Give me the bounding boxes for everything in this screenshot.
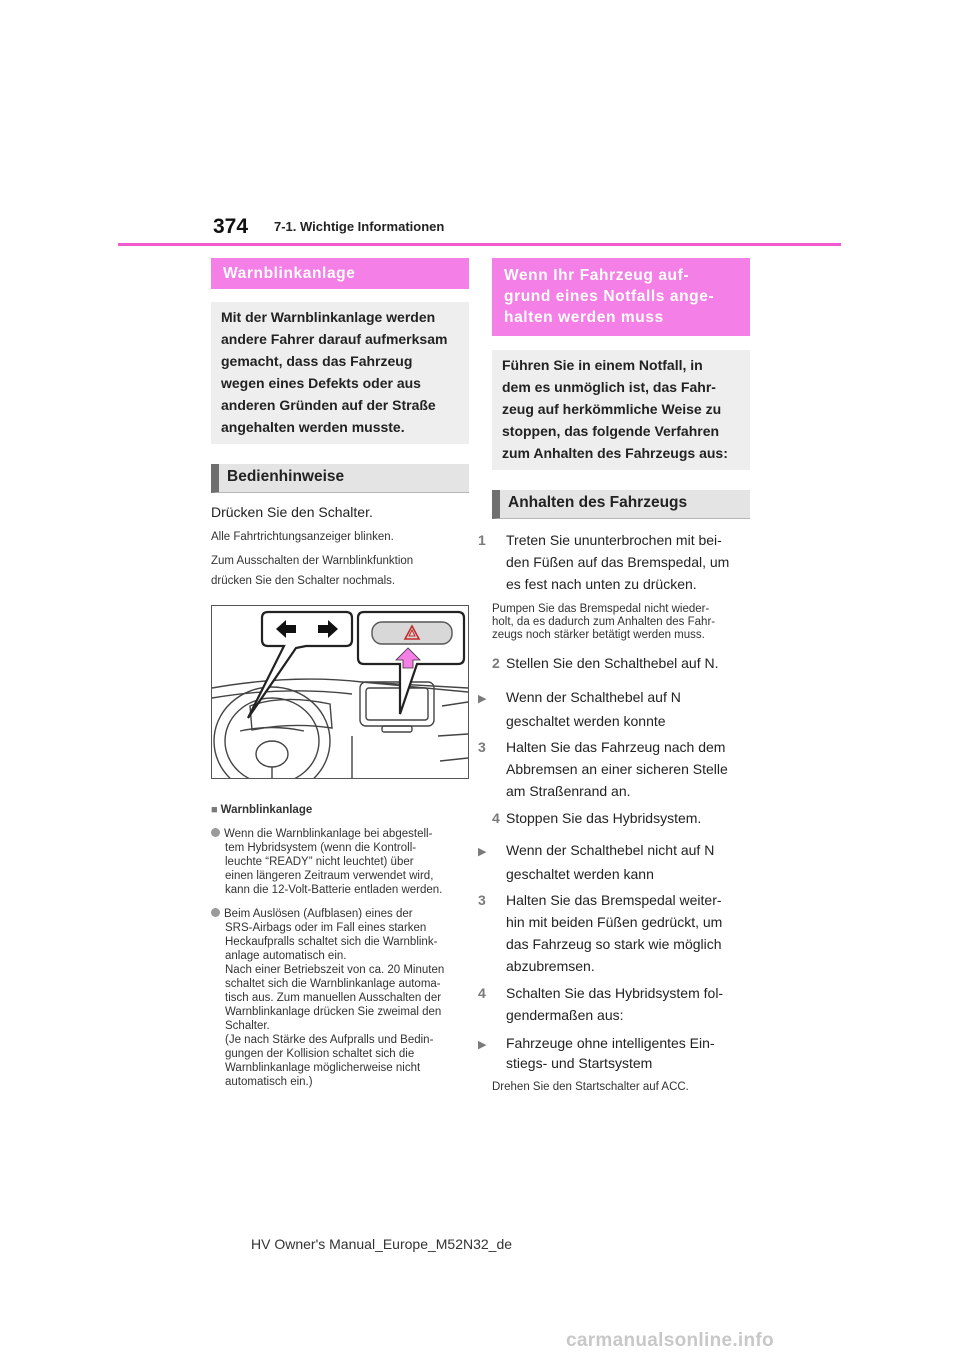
triangle-bullet-icon: ▶: [478, 1039, 487, 1051]
step-line: [478, 529, 750, 551]
bullet-line: tisch aus. Zum manuellen Ausschalten der: [225, 992, 442, 1004]
case-line: [478, 839, 750, 863]
bullet-line: anlage automatisch ein.: [225, 950, 347, 962]
subheading-anhalten: Anhalten des Fahrzeugs: [492, 490, 750, 519]
step-line: gendermaßen aus:: [506, 1007, 624, 1023]
case-text: Wenn der Schalthebel auf N: [506, 689, 681, 705]
bullet-line: schaltet sich die Warnblinkanlage automa-: [225, 978, 441, 990]
intro-line: Führen Sie in einem Notfall, in: [502, 357, 703, 373]
case-line: [478, 686, 750, 710]
step-line: abzubremsen.: [506, 958, 595, 974]
bullet-line: leuchte “READY” nicht leuchtet) über: [225, 856, 414, 868]
intro-box: [211, 302, 469, 444]
instruction: Drücken Sie den Schalter.: [211, 504, 373, 520]
case-line: geschaltet werden konnte: [506, 713, 666, 729]
step-text: Stellen Sie den Schalthebel auf N.: [506, 655, 719, 671]
bullet-line: Warnblinkanlage drücken Sie zweimal den: [225, 1006, 442, 1018]
case-text: Wenn der Schalthebel nicht auf N: [506, 842, 715, 858]
step-1: [478, 529, 750, 595]
header-rule: [118, 243, 841, 246]
bullet-line: automatisch ein.): [225, 1076, 313, 1088]
bullet-line: Warnblinkanlage möglicherweise nicht: [225, 1062, 421, 1074]
emergency-intro-box: [492, 350, 750, 470]
step-line: [478, 889, 750, 911]
step-3b: [478, 889, 750, 977]
step-4a: [492, 807, 750, 829]
step-number: 4: [492, 810, 500, 826]
step-line: das Fahrzeug so stark wie möglich: [506, 936, 722, 952]
left-column: [211, 258, 469, 1089]
step-2: [492, 652, 750, 674]
note-blink: Alle Fahrtrichtungsanzeiger blinken.: [211, 531, 394, 543]
bullet-airbag: [211, 907, 469, 1089]
step-4b: [478, 982, 750, 1026]
section-title: 7-1. Wichtige Informationen: [274, 219, 445, 234]
case-line: geschaltet werden kann: [506, 866, 654, 882]
final-note: Drehen Sie den Startschalter auf ACC.: [492, 1081, 689, 1093]
step-number: 2: [492, 655, 500, 671]
step-line: am Straßenrand an.: [506, 783, 631, 799]
dashboard-illustration: [212, 606, 468, 778]
bullet-text: Beim Auslösen (Aufblasen) eines der: [224, 908, 413, 920]
triangle-bullet-icon: ▶: [478, 846, 487, 858]
bullet-text: Wenn die Warnblinkanlage bei abgestell-: [224, 828, 433, 840]
note-line: zeugs noch stärker betätigt werden muss.: [492, 629, 705, 641]
section-heading-warnblinkanlage: Warnblinkanlage: [211, 258, 469, 289]
intro-line: angehalten werden musste.: [221, 419, 405, 435]
bullet-line: (Je nach Stärke des Aufpralls und Bedin-: [225, 1034, 434, 1046]
intro-line: dem es unmöglich ist, das Fahr-: [502, 379, 716, 395]
info-title: [211, 803, 469, 817]
step-text: Halten Sie das Fahrzeug nach dem: [506, 739, 726, 755]
dot-bullet-icon: [211, 908, 220, 917]
heading-line: Wenn Ihr Fahrzeug auf-: [504, 267, 690, 284]
case-shift-ok: [478, 686, 750, 732]
bullet-line: SRS-Airbags oder im Fall eines starken: [225, 922, 427, 934]
note-line: Zum Ausschalten der Warnblinkfunktion: [211, 555, 414, 567]
intro-line: gemacht, dass das Fahrzeug: [221, 353, 413, 369]
step-line: es fest nach unten zu drücken.: [506, 576, 697, 592]
intro-line: stoppen, das folgende Verfahren: [502, 423, 720, 439]
page-number: 374: [213, 215, 249, 238]
step-number: 4: [478, 985, 486, 1001]
bullet-line: Heckaufpralls schaltet sich die Warnblink-: [225, 936, 438, 948]
dot-bullet-icon: [211, 828, 220, 837]
step-line: hin mit beiden Füßen gedrückt, um: [506, 914, 723, 930]
step-number: 1: [478, 532, 486, 548]
heading-line: halten werden muss: [504, 309, 664, 326]
note-line: Pumpen Sie das Bremspedal nicht wieder-: [492, 603, 710, 615]
bullet-line: tem Hybridsystem (wenn die Kontroll-: [225, 842, 417, 854]
step-text: Stoppen Sie das Hybridsystem.: [506, 810, 702, 826]
hazard-switch-figure: [211, 605, 469, 779]
note-off: [211, 551, 469, 591]
bullet-battery: [211, 827, 469, 897]
case-text: Fahrzeuge ohne intelligentes Ein-: [506, 1035, 715, 1051]
bullet-line: Schalter.: [225, 1020, 270, 1032]
watermark: carmanualsonline.info: [566, 1330, 774, 1351]
intro-line: anderen Gründen auf der Straße: [221, 397, 436, 413]
bullet-line: Nach einer Betriebszeit von ca. 20 Minuten: [225, 964, 445, 976]
case-line: stiegs- und Startsystem: [506, 1055, 653, 1071]
case-no-smart-key: [478, 1034, 750, 1072]
step-1-note: [492, 603, 750, 642]
bullet-line: [211, 827, 469, 841]
footer-model: HV Owner's Manual_Europe_M52N32_de: [251, 1236, 513, 1252]
note-line: drücken Sie den Schalter nochmals.: [211, 575, 396, 587]
step-line: [478, 736, 750, 758]
bullet-line: [211, 907, 469, 921]
bullet-line: einen längeren Zeitraum verwendet wird,: [225, 870, 434, 882]
intro-line: zeug auf herkömmliche Weise zu: [502, 401, 722, 417]
bullet-line: kann die 12-Volt-Batterie entladen werden.: [225, 884, 443, 896]
intro-line: wegen eines Defekts oder aus: [221, 375, 421, 391]
step-number: 3: [478, 739, 486, 755]
case-line: [478, 1034, 750, 1054]
square-bullet-icon: ■: [211, 804, 218, 816]
bullet-line: gungen der Kollision schaltet sich die: [225, 1048, 415, 1060]
step-line: [478, 982, 750, 1004]
heading-line: grund eines Notfalls ange-: [504, 288, 715, 305]
case-shift-fail: [478, 839, 750, 885]
step-line: den Füßen auf das Bremspedal, um: [506, 554, 730, 570]
right-column: [478, 258, 750, 1094]
section-heading-notfall: [492, 258, 750, 336]
step-text: Schalten Sie das Hybridsystem fol-: [506, 985, 724, 1001]
step-number: 3: [478, 892, 486, 908]
step-3a: [478, 736, 750, 802]
step-line: Abbremsen an einer sicheren Stelle: [506, 761, 728, 777]
intro-line: andere Fahrer darauf aufmerksam: [221, 331, 448, 347]
triangle-bullet-icon: ▶: [478, 693, 487, 705]
step-text: Halten Sie das Bremspedal weiter-: [506, 892, 722, 908]
info-title-text: Warnblinkanlage: [220, 804, 313, 816]
intro-line: Mit der Warnblinkanlage werden: [221, 309, 436, 325]
step-text: Treten Sie ununterbrochen mit bei-: [506, 532, 722, 548]
intro-line: zum Anhalten des Fahrzeugs aus:: [502, 445, 728, 461]
subheading-bedienhinweise: Bedienhinweise: [211, 464, 469, 493]
note-line: holt, da es dadurch zum Anhalten des Fahr-: [492, 616, 716, 628]
